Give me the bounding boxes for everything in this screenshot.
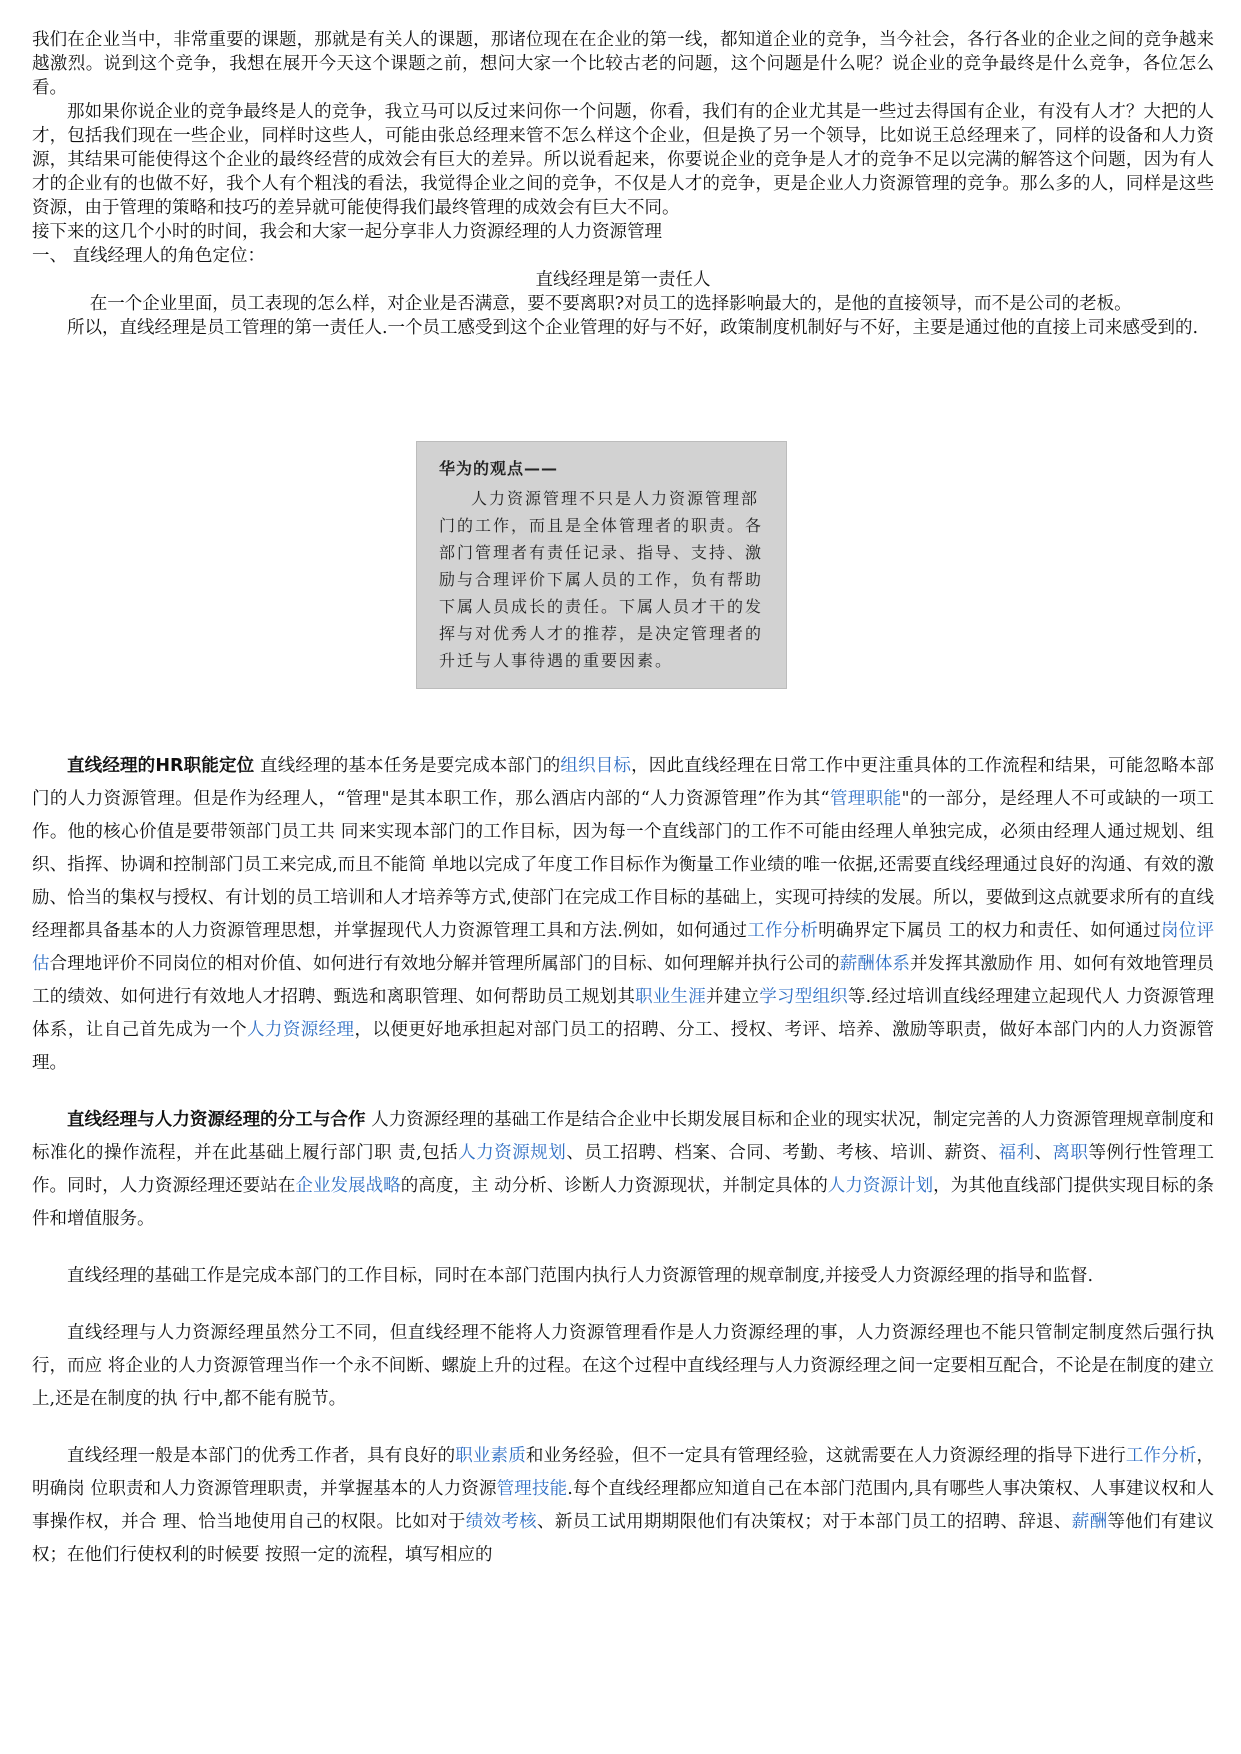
centered-subtitle: 直线经理是第一责任人 xyxy=(535,270,711,290)
intro-paragraph-6: 在一个企业里面，员工表现的怎么样，对企业是否满意，要不要离职?对员工的选择影响最大的，是他的直接领导，而不是公司的老板。 xyxy=(89,294,1132,314)
text-run: 和业务经验，但不一定具有管理经验，这就需要在人力资源经理的指导下进行 xyxy=(525,1446,1126,1466)
link-management-skills[interactable]: 管理技能 xyxy=(496,1479,568,1499)
link-hr-plan[interactable]: 人力资源计划 xyxy=(827,1176,934,1196)
text-run: 人力资源经理的基础工作是结合企业中长期发展目标和企业的现实状况，制定完善的人力资源管理规章制度和标准化的操作流程，并在此基础上履行部门职 责,包括 xyxy=(32,1110,1214,1163)
text-run: 、员工招聘、档案、合同、考勤、考核、培训、薪资、 xyxy=(566,1143,999,1163)
intro-paragraph-3: 接下来的这几个小时的时间，我会和大家一起分享非人力资源经理的人力资源管理 xyxy=(32,222,662,242)
text-run: 并建立 xyxy=(706,987,760,1007)
section-hr-function-head: 直线经理的HR职能定位 xyxy=(67,756,255,776)
link-management-function[interactable]: 管理职能 xyxy=(829,789,902,809)
text-run: ，以便更好地承担起对部门员工的招聘、分工、授权、考评、培养、激励等职责，做好本部门内的人力资源管理。 xyxy=(32,1020,1215,1073)
link-performance-appraisal[interactable]: 绩效考核 xyxy=(465,1512,537,1532)
section-division-cooperation xyxy=(32,1104,1214,1236)
text-run: ，为其他直线部门提供实现目标的条件和增值服务。 xyxy=(32,1176,1215,1229)
text-run: 等例行性管理工作。同时，人力资源经理还要站在 xyxy=(32,1143,1215,1196)
link-learning-organization[interactable]: 学习型组织 xyxy=(759,987,848,1007)
text-run: 等.经过培训直线经理建立起现代人 力资源管理体系，让自己首先成为一个 xyxy=(32,987,1215,1040)
spacer xyxy=(32,1236,1214,1260)
text-run: .每个直线经理都应知道自己在本部门范围内,具有哪些人事决策权、人事建议权和人事操作权，并合 理、恰当地使用自己的权限。比如对于 xyxy=(32,1479,1214,1532)
intro-paragraph-2: 那如果你说企业的竞争最终是人的竞争，我立马可以反过来问你一个问题，你看，我们有的企业尤其是一些过去得国有企业，有没有人才？大把的人才，包括我们现在一些企业，同样时这些人，可能由张总经理来管不怎么样这个企业，但是换了另一个领导，比如说王总经理来了，同样的设备和人力资源，其结果可能使得这个企业的最终经营的成效会有巨大的差异。所以说看起来，你要说企业的竞争是人才的竞争不足以完满的解答这个问题，因为有人才的企业有的也做不好，我个人有个粗浅的看法，我觉得企业之间的竞争，不仅是人才的竞争，更是企业人力资源管理的竞争。那么多的人，同样是这些资源，由于管理的策略和技巧的差异就可能使得我们最终管理的成效会有巨大不同。 xyxy=(32,102,1214,218)
link-job-analysis-2[interactable]: 工作分析 xyxy=(1125,1446,1197,1466)
link-hr-planning[interactable]: 人力资源规划 xyxy=(458,1143,567,1163)
section-heading-role: 一、 直线经理人的角色定位： xyxy=(32,246,266,266)
spacer xyxy=(32,1080,1214,1104)
link-career[interactable]: 职业生涯 xyxy=(635,987,707,1007)
link-job-evaluation[interactable]: 岗位评估 xyxy=(32,921,1215,974)
intro-paragraph-7: 所以，直线经理是员工管理的第一责任人.一个员工感受到这个企业管理的好与不好，政策制度机制好与不好，主要是通过他的直接上司来感受到的. xyxy=(67,318,1199,338)
paragraph-division: 直线经理与人力资源经理虽然分工不同，但直线经理不能将人力资源管理看作是人力资源经理的事，人力资源经理也不能只管制定制度然后强行执行，而应 将企业的人力资源管理当作一个永不间断、螺旋上升的过程。在这个过程中直线经理与人力资源经理之间一定要相互配合，不论是在制度的建立上,还是在制度的执 行中,都不能有脱节。 xyxy=(32,1323,1214,1409)
link-hr-manager[interactable]: 人力资源经理 xyxy=(246,1020,355,1040)
link-salary-system[interactable]: 薪酬体系 xyxy=(839,954,910,974)
text-run: ，因此直线经理在日常工作中更注重具体的工作流程和结果，可能忽略本部门的人力资源管理。但是作为经理人，“管理"是其本职工作，那么酒店内部的“人力资源管理”作为其“ xyxy=(32,756,1215,809)
text-run: 等他们有建议权；在他们行使权利的时候要 按照一定的流程，填写相应的 xyxy=(32,1512,1215,1565)
link-professional-quality[interactable]: 职业素质 xyxy=(455,1446,526,1466)
text-run: 直线经理一般是本部门的优秀工作者，具有良好的 xyxy=(67,1446,456,1466)
text-run: 并发挥其激励作 用、如何有效地管理员工的绩效、如何进行有效地人才招聘、甄选和离职管理、如何帮助员工规划其 xyxy=(32,954,1215,1007)
spacer xyxy=(32,1416,1214,1440)
section-hr-function xyxy=(32,750,1214,1080)
link-job-analysis[interactable]: 工作分析 xyxy=(747,921,819,941)
text-run: 、新员工试用期期限他们有决策权；对于本部门员工的招聘、辞退、 xyxy=(537,1512,1072,1532)
text-run: 明确界定下属员 工的权力和责任、如何通过 xyxy=(818,921,1162,941)
section-division-head: 直线经理与人力资源经理的分工与合作 xyxy=(67,1110,366,1130)
text-run: 的高度，主 动分析、诊断人力资源现状，并制定具体的 xyxy=(400,1176,828,1196)
text-run: 、 xyxy=(1034,1143,1053,1163)
link-resignation[interactable]: 离职 xyxy=(1052,1143,1089,1163)
huawei-quote-image xyxy=(416,441,787,689)
main-content xyxy=(32,750,1214,1572)
link-welfare[interactable]: 福利 xyxy=(998,1143,1035,1163)
quote-body: 人力资源管理不只是人力资源管理部门的工作，而且是全体管理者的职责。各部门管理者有责任记录、指导、支持、激励与合理评价下属人员的工作，负有帮助下属人员成长的责任。下属人员才干的发挥与对优秀人才的推荐，是决定管理者的升迁与人事待遇的重要因素。 xyxy=(439,489,764,670)
link-salary[interactable]: 薪酬 xyxy=(1071,1512,1108,1532)
intro-block xyxy=(32,28,1214,340)
text-run: 合理地评价不同岗位的相对价值、如何进行有效地分解并管理所属部门的目标、如何理解并执行公司的 xyxy=(49,954,840,974)
text-run: ，明确岗 位职责和人力资源管理职责，并掌握基本的人力资源 xyxy=(32,1446,1214,1499)
intro-paragraph-1: 我们在企业当中，非常重要的课题，那就是有关人的课题，那诸位现在在企业的第一线，都知道企业的竞争，当今社会，各行各业的企业之间的竞争越来越激烈。说到这个竞争，我想在展开今天这个课题之前，想问大家一个比较古老的问题，这个问题是什么呢？说企业的竞争最终是什么竞争，各位怎么看。 xyxy=(32,30,1214,98)
paragraph-line-manager xyxy=(32,1440,1214,1572)
paragraph-basic-work: 直线经理的基础工作是完成本部门的工作目标，同时在本部门范围内执行人力资源管理的规章制度,并接受人力资源经理的指导和监督. xyxy=(67,1266,1094,1286)
quote-title: 华为的观点—— xyxy=(439,459,559,478)
link-organization-goal[interactable]: 组织目标 xyxy=(560,756,632,776)
text-run: "的一部分，是经理人不可或缺的一项工作。他的核心价值是要带领部门员工共 同来实现本部门的工作目标，因为每一个直线部门的工作不可能由经理人单独完成，必须由经理人通过规划、组织、指挥、协调和控制部门员工来完成,而且不能简 单地以完成了年度工作目标作为衡量工作业绩的唯一依据,还需要直线经理通过良好的沟通、有效的激励、恰当的集权与授权、有计划的员工培训和人才培养等方式,使部门在完成工作目标的基础上，实现可持续的发展。所以，要做到这点就要求所有的直线经理都具备基本的人力资源管理思想，并掌握现代人力资源管理工具和方法.例如，如何通过 xyxy=(32,789,1214,941)
link-enterprise-strategy[interactable]: 企业发展战略 xyxy=(295,1176,401,1196)
text-run: 直线经理的基本任务是要完成本部门的 xyxy=(254,756,561,776)
spacer xyxy=(32,1293,1214,1317)
